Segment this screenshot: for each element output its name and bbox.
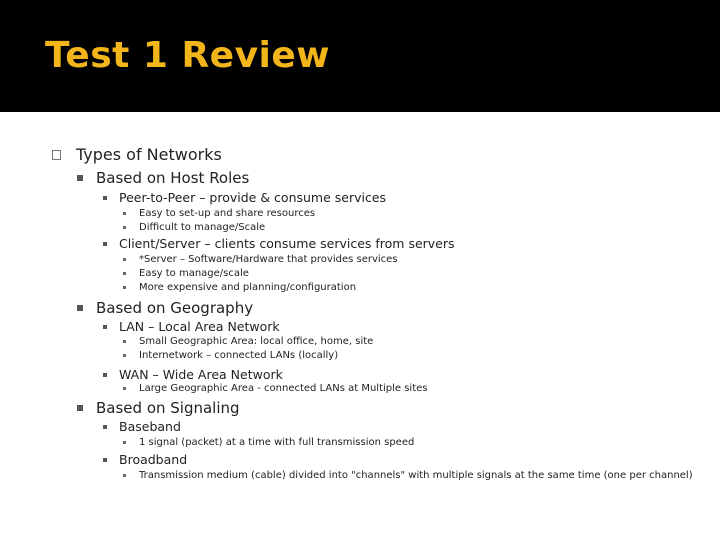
section-label: Based on Host Roles bbox=[96, 169, 250, 187]
detail-item bbox=[123, 437, 414, 448]
square-bullet-icon bbox=[103, 242, 107, 246]
dot-bullet-icon bbox=[123, 272, 126, 275]
detail-item bbox=[123, 470, 693, 481]
detail-item bbox=[123, 208, 315, 219]
square-bullet-icon bbox=[77, 175, 83, 181]
outline-heading bbox=[52, 145, 222, 164]
item-label: Baseband bbox=[119, 419, 181, 434]
item-label: Peer-to-Peer – provide & consume services bbox=[119, 190, 387, 205]
detail-item bbox=[123, 222, 265, 233]
square-bullet-icon bbox=[103, 196, 107, 200]
item-label: Client/Server – clients consume services from servers bbox=[119, 236, 455, 251]
square-bullet-icon bbox=[77, 405, 83, 411]
item-wan bbox=[103, 367, 283, 382]
detail-label: Large Geographic Area - connected LANs at Multiple sites bbox=[139, 383, 428, 394]
detail-label: More expensive and planning/configuration bbox=[139, 282, 357, 293]
dot-bullet-icon bbox=[123, 286, 126, 289]
detail-label: Small Geographic Area: local office, home, site bbox=[139, 336, 374, 347]
section-label: Based on Geography bbox=[96, 299, 254, 317]
item-client-server bbox=[103, 236, 455, 251]
detail-label: Difficult to manage/Scale bbox=[139, 222, 266, 233]
dot-bullet-icon bbox=[123, 387, 126, 390]
square-bullet-icon bbox=[103, 325, 107, 329]
dot-bullet-icon bbox=[123, 474, 126, 477]
detail-item bbox=[123, 383, 428, 394]
section-host-roles bbox=[77, 169, 249, 187]
square-bullet-icon bbox=[103, 373, 107, 377]
detail-label: Easy to manage/scale bbox=[139, 268, 249, 279]
section-signaling bbox=[77, 399, 240, 417]
item-label: Broadband bbox=[119, 452, 188, 467]
dot-bullet-icon bbox=[123, 258, 126, 261]
detail-label: 1 signal (packet) at a time with full transmission speed bbox=[139, 437, 415, 448]
dot-bullet-icon bbox=[123, 212, 126, 215]
detail-item bbox=[123, 336, 373, 347]
detail-item bbox=[123, 268, 249, 279]
square-bullet-icon bbox=[103, 458, 107, 462]
square-bullet-icon bbox=[77, 305, 83, 311]
detail-label: Easy to set-up and share resources bbox=[139, 208, 316, 219]
section-geography bbox=[77, 299, 253, 317]
detail-label: *Server – Software/Hardware that provides services bbox=[139, 254, 398, 265]
detail-item bbox=[123, 282, 356, 293]
detail-item bbox=[123, 254, 398, 265]
square-bullet-icon bbox=[103, 425, 107, 429]
dot-bullet-icon bbox=[123, 441, 126, 444]
outline-heading-label: Types of Networks bbox=[76, 145, 222, 164]
item-lan bbox=[103, 319, 280, 334]
dot-bullet-icon bbox=[123, 340, 126, 343]
item-label: LAN – Local Area Network bbox=[119, 319, 280, 334]
checkbox-bullet-icon bbox=[52, 150, 61, 160]
item-peer-to-peer bbox=[103, 190, 386, 205]
detail-item bbox=[123, 350, 338, 361]
item-label: WAN – Wide Area Network bbox=[119, 367, 283, 382]
section-label: Based on Signaling bbox=[96, 399, 240, 417]
item-broadband bbox=[103, 452, 187, 467]
item-baseband bbox=[103, 419, 181, 434]
detail-label: Internetwork – connected LANs (locally) bbox=[139, 350, 339, 361]
dot-bullet-icon bbox=[123, 354, 126, 357]
slide-title: Test 1 Review bbox=[45, 35, 331, 76]
dot-bullet-icon bbox=[123, 226, 126, 229]
detail-label: Transmission medium (cable) divided into "channels" with multiple signals at the same time (one per channel) bbox=[139, 470, 693, 481]
